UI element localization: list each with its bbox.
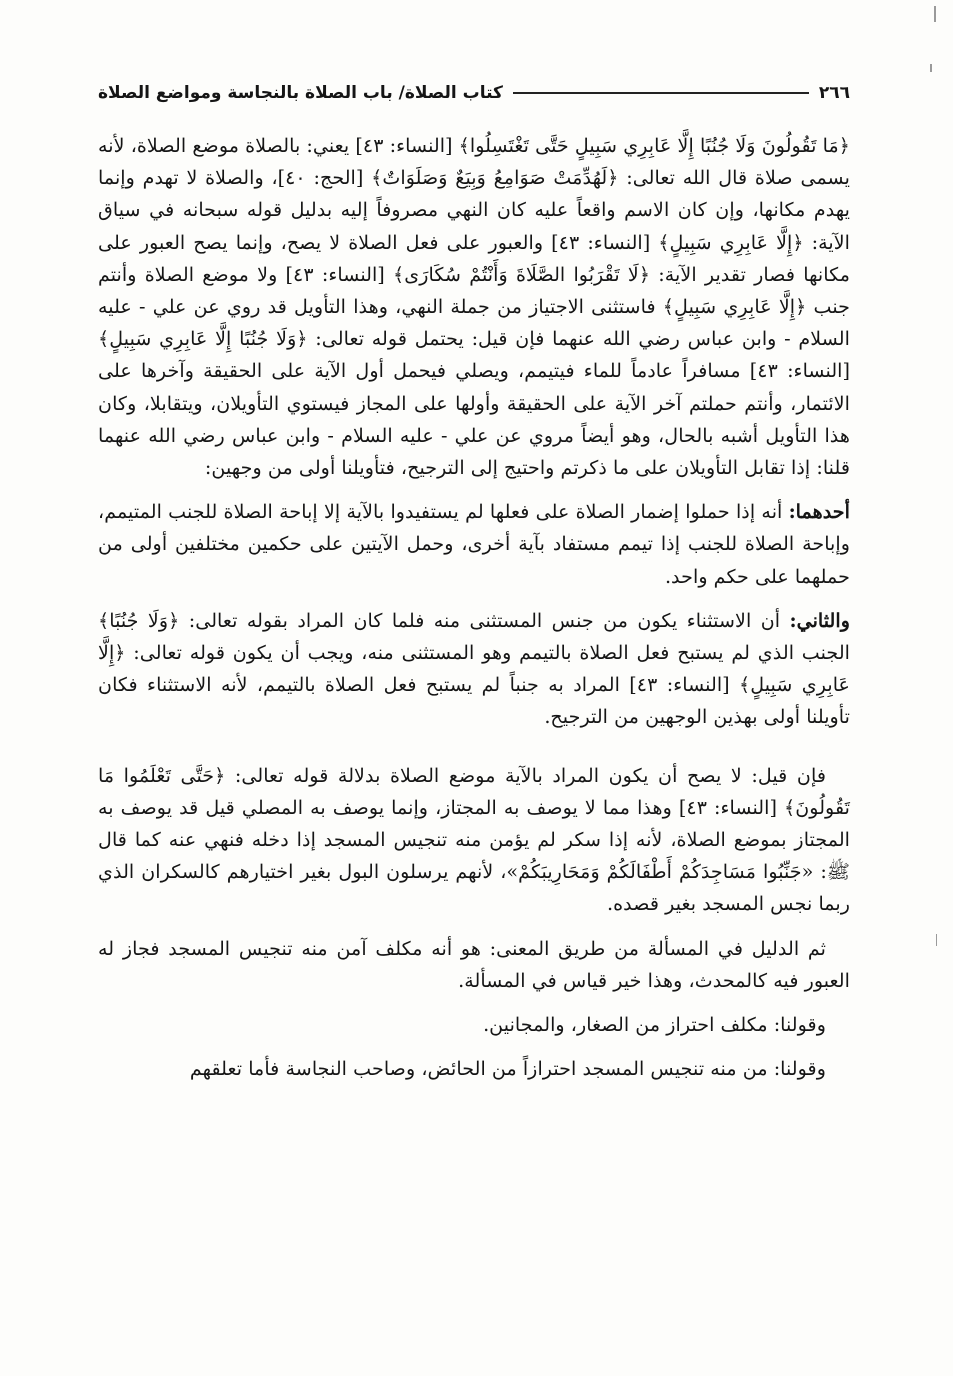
- paragraph: [98, 130, 850, 484]
- paragraph: [98, 933, 850, 997]
- paragraph-text: أنه إذا حملوا إضمار الصلاة على فعلها لم يستفيدوا بالآية إلا إباحة الصلاة للجنب المتيمم، وإباحة الصلاة للجنب إذا تيمم مستفاد بآية أخرى، وحمل الآيتين على حكمين مختلفين أولى من حملهما على حكم واحد.: [98, 500, 850, 588]
- scan-mark: [936, 934, 937, 946]
- paragraph-lead: والثاني:: [789, 608, 850, 632]
- page-number: ٢٦٦: [818, 83, 850, 103]
- paragraph: [98, 1053, 850, 1085]
- paragraph: [98, 496, 850, 593]
- running-title: كتاب الصلاة/ باب الصلاة بالنجاسة ومواضع الصلاة: [98, 83, 503, 103]
- scan-mark: [934, 6, 936, 22]
- paragraph: [98, 760, 850, 921]
- paragraph-lead: أحدهما:: [788, 500, 850, 524]
- paragraph: [98, 1009, 850, 1041]
- book-page: [98, 78, 850, 1085]
- running-header: [98, 78, 850, 108]
- paragraph: [98, 605, 850, 734]
- paragraph-text: وقولنا: مكلف احتراز من الصغار، والمجانين.: [483, 1013, 826, 1037]
- paragraph-text: وقولنا: من منه تنجيس المسجد احترازاً من الحائض، وصاحب النجاسة فأما تعلقهم: [189, 1057, 826, 1081]
- paragraph-text: فإن قيل: لا يصح أن يكون المراد بالآية موضع الصلاة بدلالة قوله تعالى: ﴿حَتَّى تَعْلَمُوا مَا تَقُولُونَ﴾ [النساء: ٤٣] وهذا مما لا يوصف به المجتاز، وإنما يوصف به المصلي قيل قد يوصف به المجتاز بموضع الصلاة، لأنه إذا سكر لم يؤمن منه تنجيس المسجد إذا دخله فنهي عنه كما قال ﷺ: «جَنِّبُوا مَسَاجِدَكُمْ أَطْفَالَكُمْ وَمَحَارِيبَكُمْ»، لأنهم يرسلون البول بغير اختيارهم كالسكران الذي ربما نجس المسجد بغير قصده.: [98, 763, 851, 916]
- scan-mark: [930, 64, 932, 72]
- header-rule: [513, 92, 809, 94]
- paragraph-text: أن الاستثناء يكون من جنس المستثنى منه فلما كان المراد بقوله تعالى: ﴿وَلَا جُنُبًا﴾ الجنب الذي لم يستبح فعل الصلاة بالتيمم وهو المستثنى منه، ويجب أن يكون قوله تعالى: ﴿إِلَّا عَابِرِي سَبِيلٍ﴾ [النساء: ٤٣] المراد به جنباً لم يستبح فعل الصلاة بالتيمم، لأنه الاستثناء فكان تأويلنا أولى بهذين الوجهين من الترجيح.: [98, 608, 850, 729]
- paragraph-text: ثم الدليل في المسألة من طريق المعنى: هو أنه مكلف آمن منه تنجيس المسجد فجاز له العبور فيه كالمحدث، وهذا خير قياس في المسألة.: [98, 936, 850, 992]
- paragraph-text: ﴿مَا تَقُولُونَ وَلَا جُنُبًا إِلَّا عَابِرِي سَبِيلٍ حَتَّى تَغْتَسِلُوا﴾ [النساء: ٤٣] يعني: بالصلاة موضع الصلاة، لأنه يسمى صلاة قال الله تعالى: ﴿لَهُدِّمَتْ صَوَامِعُ وَبِيَعٌ وَصَلَوَاتٌ﴾ [الحج: ٤٠]، والصلاة لا تهدم وإنما يهدم مكانها، وإن كان الاسم واقعاً عليه كان النهي مصروفاً إليه بدليل قوله سبحانه في سياق الآية: ﴿إِلَّا عَابِرِي سَبِيلٍ﴾ [النساء: ٤٣] والعبور على فعل الصلاة لا يصح، وإنما يصح العبور على مكانها فصار تقدير الآية: ﴿لَا تَقْرَبُوا الصَّلَاةَ وَأَنْتُمْ سُكَارَى﴾ [النساء: ٤٣] ولا موضع الصلاة وأنتم جنب ﴿إِلَّا عَابِرِي سَبِيلٍ﴾ فاستثنى الاجتياز من جملة النهي، وهذا التأويل قد روي عن علي - عليه السلام - وابن عباس رضي الله عنهما فإن قيل: يحتمل قوله تعالى: ﴿وَلَا جُنُبًا إِلَّا عَابِرِي سَبِيلٍ﴾ [النساء: ٤٣] مسافراً عادماً للماء فيتيمم، ويصلي فيحمل أول الآية على الحقيقة وآخرها على الائتمار، وأنتم حملتم آخر الآية على الحقيقة وأولها على المجاز فيستوي التأويلان، ويتقابلا، وكان هذا التأويل أشبه بالحال، وهو أيضاً مروي عن علي - عليه السلام - وابن عباس رضي الله عنهما قلنا: إذا تقابل التأويلان على ما ذكرتم واحتيج إلى الترجيح، فتأويلنا أولى من وجهين:: [98, 134, 851, 480]
- page-body: [98, 130, 850, 1085]
